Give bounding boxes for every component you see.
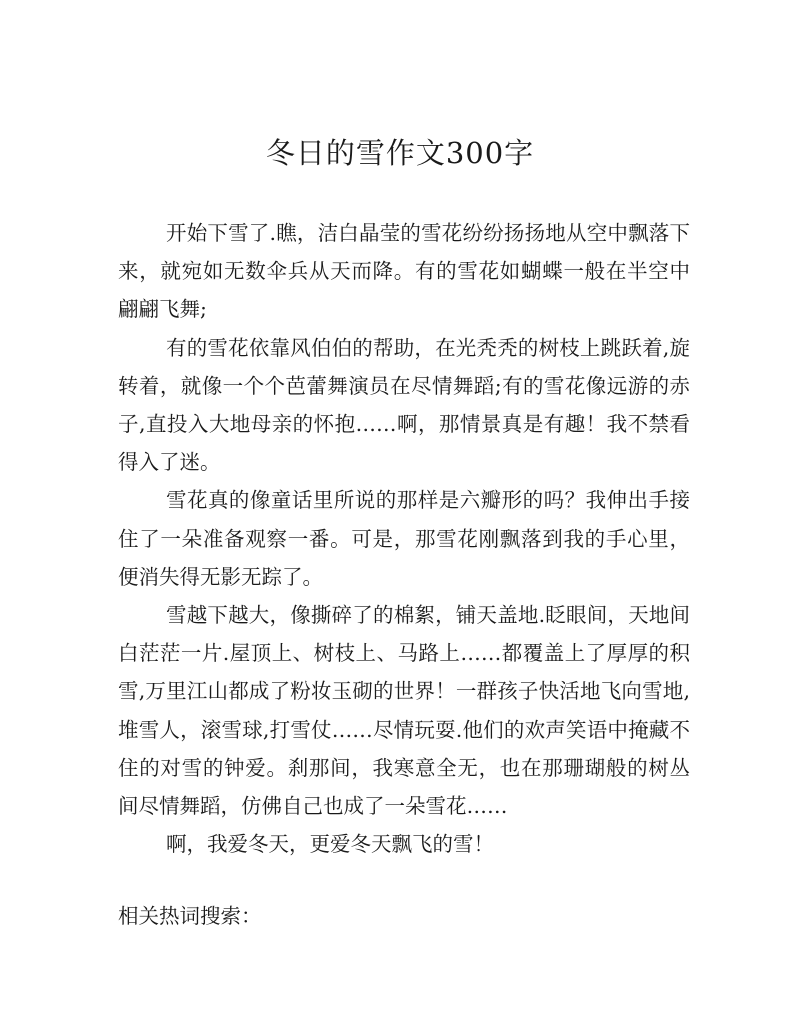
paragraph-3: 雪花真的像童话里所说的那样是六瓣形的吗？我伸出手接住了一朵准备观察一番。可是，那雪花刚飘落到我的手心里，便消失得无影无踪了。 [118,488,690,589]
paragraph-2: 有的雪花依靠风伯伯的帮助，在光秃秃的树枝上跳跃着,旋转着，就像一个个芭蕾舞演员在尽情舞蹈;有的雪花像远游的赤子,直投入大地母亲的怀抱……啊，那情景真是有趣！我不禁看得入了迷。 [118,335,690,475]
related-search-label: 相关热词搜索： [118,904,262,928]
paragraph-5: 啊，我爱冬天，更爱冬天飘飞的雪！ [166,832,494,857]
paragraph-1: 开始下雪了.瞧，洁白晶莹的雪花纷纷扬扬地从空中飘落下来，就宛如无数伞兵从天而降。有的雪花如蝴蝶一般在半空中翩翩飞舞; [118,221,690,322]
paragraph-4: 雪越下越大，像撕碎了的棉絮，铺天盖地.眨眼间，天地间白茫茫一片.屋顶上、树枝上、马路上……都覆盖上了厚厚的积雪,万里江山都成了粉妆玉砌的世界！一群孩子快活地飞向雪地,堆雪人，滚雪球,打雪仗……尽情玩耍.他们的欢声笑语中掩藏不住的对雪的钟爱。刹那间，我寒意全无，也在那珊瑚般的树丛间尽情舞蹈，仿佛自己也成了一朵雪花…… [118,603,690,819]
page-title: 冬日的雪作文300字 [265,136,535,170]
essay-body [118,214,690,863]
